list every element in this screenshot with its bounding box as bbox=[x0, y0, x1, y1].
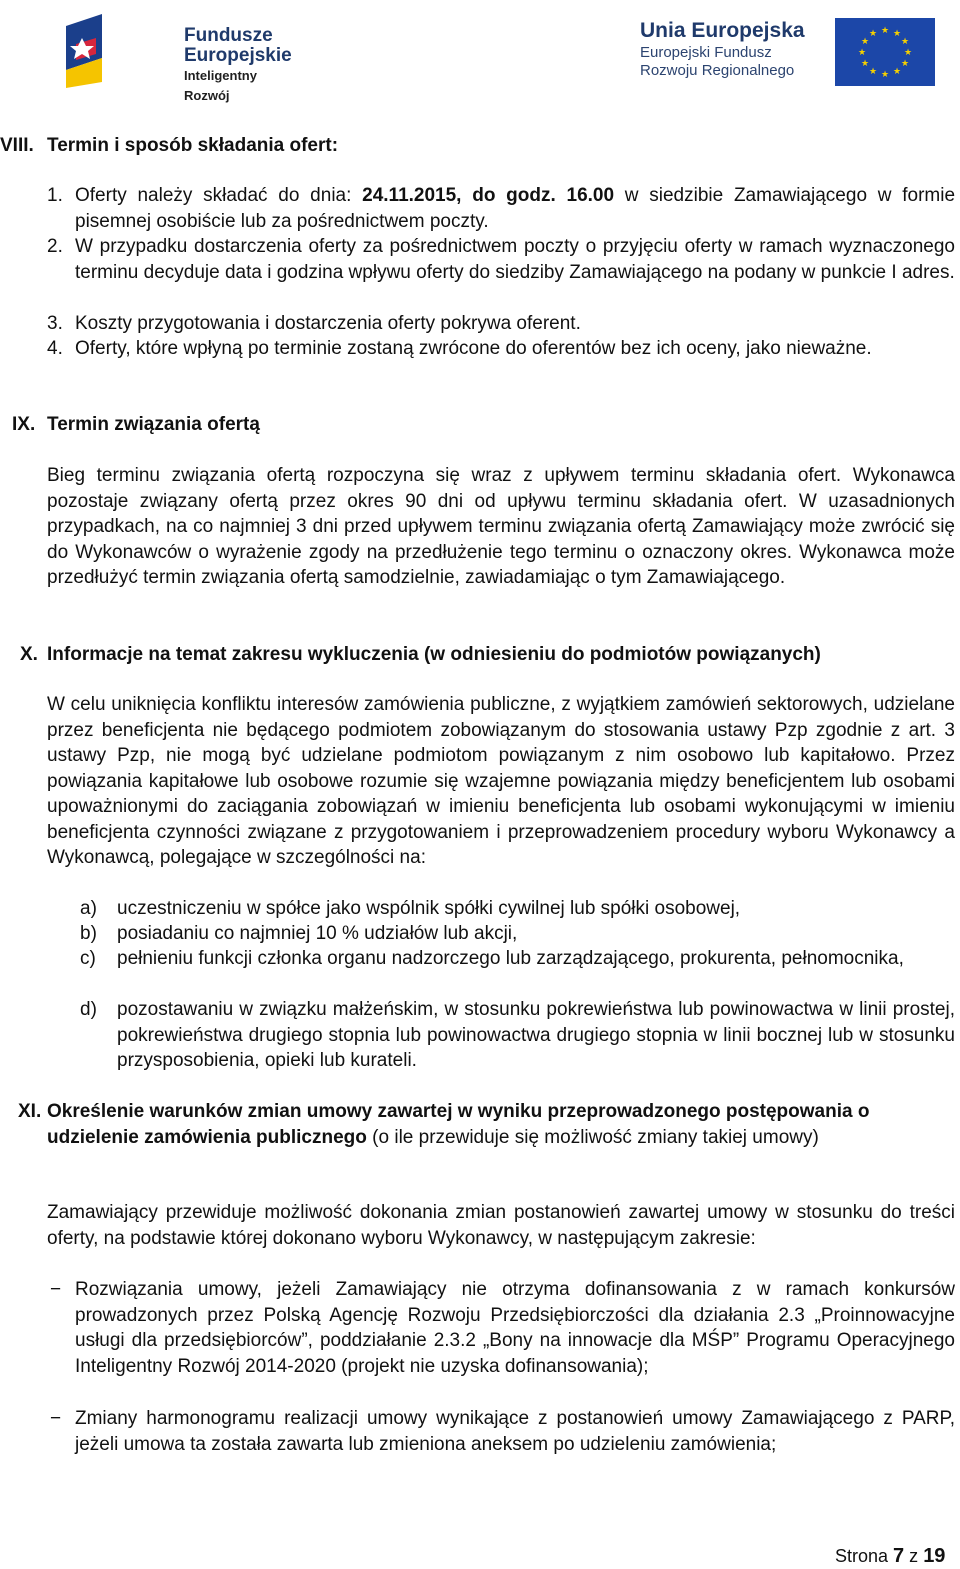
s11-item-1-dash: − bbox=[50, 1279, 62, 1300]
fundusze-europejskie-logo bbox=[62, 8, 292, 103]
section-11-title-bold: Określenie warunków zmian umowy zawartej w wyniku przeprowadzonego postępowania o udzielenie zamówienia publicznego bbox=[47, 1101, 870, 1148]
s10-item-b: posiadaniu co najmniej 10 % udziałów lub akcji, bbox=[117, 923, 518, 944]
s11-item-1: Rozwiązania umowy, jeżeli Zamawiający nie otrzyma dofinansowania z w ramach konkursów prowadzonych przez Polską Agencję Rozwoju Przedsiębiorczości dla działania 2.3 „Proinnowacyjne usługi dla przedsiębiorców”, poddziałanie 2.3.2 „Bony na innowacje dla MŚP” Programu Operacyjnego Inteligentny Rozwój 2014-2020 (projekt nie uzyska dofinansowania); bbox=[75, 1279, 955, 1377]
svg-text:★: ★ bbox=[860, 59, 870, 69]
s10-item-c-letter: c) bbox=[80, 948, 96, 969]
section-8-number: VIII. bbox=[0, 135, 34, 156]
section-9-number: IX. bbox=[12, 414, 36, 435]
svg-text:★: ★ bbox=[868, 29, 878, 39]
svg-text:★: ★ bbox=[868, 67, 878, 77]
svg-text:★: ★ bbox=[900, 59, 910, 69]
svg-text:★: ★ bbox=[860, 37, 870, 47]
page-header bbox=[0, 0, 960, 103]
section-8-title: Termin i sposób składania ofert: bbox=[47, 135, 339, 156]
s10-item-a: uczestniczeniu w spółce jako wspólnik spółki cywilnej lub spółki osobowej, bbox=[117, 898, 741, 919]
unia-europejska-logo bbox=[640, 18, 940, 88]
s8-item-4: Oferty, które wpłyną po terminie zostaną zwrócone do oferentów bez ich oceny, jako nieważne. bbox=[75, 338, 872, 359]
section-9-title: Termin związania ofertą bbox=[47, 414, 260, 435]
page-prefix: Strona bbox=[835, 1546, 894, 1566]
s8-item-3: Koszty przygotowania i dostarczenia oferty pokrywa oferent. bbox=[75, 313, 581, 334]
s11-item-2: Zmiany harmonogramu realizacji umowy wynikające z postanowień umowy Zamawiającego z PARP, jeżeli umowa ta została zawarta lub zmieniona aneksem po udzieleniu zamówienia; bbox=[75, 1408, 955, 1455]
ue-line3: Rozwoju Regionalnego bbox=[640, 62, 795, 79]
s8-item-1 bbox=[75, 183, 955, 234]
s10-item-b-letter: b) bbox=[80, 923, 97, 944]
s8-item-1-pre: Oferty należy składać do dnia: bbox=[75, 185, 363, 206]
svg-text:★: ★ bbox=[900, 37, 910, 47]
ue-line2: Europejski Fundusz bbox=[640, 44, 772, 61]
svg-text:★: ★ bbox=[903, 48, 913, 58]
page-number bbox=[835, 1545, 945, 1568]
s10-item-a-letter: a) bbox=[80, 898, 97, 919]
s8-item-4-number: 4. bbox=[47, 338, 63, 359]
fe-line3: Inteligentny Rozwój bbox=[184, 68, 257, 103]
s8-item-1-number: 1. bbox=[47, 185, 63, 206]
section-11-number: XI. bbox=[18, 1101, 42, 1122]
s8-item-2-number: 2. bbox=[47, 236, 63, 257]
current-page: 7 bbox=[893, 1545, 905, 1567]
section-10-body: W celu uniknięcia konfliktu interesów zamówienia publiczne, z wyjątkiem zamówień sektorowych, udzielane przez beneficjenta nie będącego podmiotem zobowiązanym do stosowania ustawy Pzp zgodnie z art. 3 ustawy Pzp, nie mogą być udzielane podmiotom powiązanym z nim osobowo lub kapitałowo. Przez powiązania kapitałowe lub osobowe rozumie się wzajemne powiązania między beneficjentem lub osobami upoważnionymi do zaciągania zobowiązań w imieniu beneficjenta lub osobami wykonującymi w imieniu beneficjenta czynności związane z przygotowaniem i przeprowadzeniem procedury wyboru Wykonawcy a Wykonawcą, polegające w szczególności na: bbox=[47, 694, 955, 868]
eu-flag-icon bbox=[835, 18, 935, 86]
s8-item-1-post: w siedzibie Zamawiającego w formie pisemnej osobiście lub za pośrednictwem poczty. bbox=[75, 185, 956, 232]
s10-item-d-letter: d) bbox=[80, 999, 97, 1020]
fe-line1: Fundusze bbox=[184, 25, 273, 46]
section-11-title bbox=[47, 1099, 907, 1150]
section-9-body: Bieg terminu związania ofertą rozpoczyna się wraz z upływem terminu składania ofert. Wykonawca pozostaje związany ofertą przez okres 90 dni od upływu terminu składania ofert. W uzasadnionych przypadkach, na co najmniej 3 dni przed upływem terminu związania ofertą Zamawiający może zwrócić się do Wykonawców o wyrażenie zgody na przedłużenie tego terminu o oznaczony okres. Wykonawca może przedłużyć termin związania ofertą samodzielnie, zawiadamiając o tym Zamawiającego. bbox=[47, 465, 955, 588]
fe-star-icon bbox=[62, 8, 122, 88]
s10-item-d: pozostawaniu w związku małżeńskim, w stosunku pokrewieństwa lub powinowactwa w linii prostej, pokrewieństwa drugiego stopnia lub powinowactwa drugiego stopnia w linii bocznej lub w stosunku przysposobienia, opieki lub kurateli. bbox=[117, 999, 955, 1071]
s10-item-c: pełnieniu funkcji członka organu nadzorczego lub zarządzającego, prokurenta, pełnomocnika, bbox=[117, 948, 904, 969]
s8-item-3-number: 3. bbox=[47, 313, 63, 334]
total-pages: 19 bbox=[923, 1545, 946, 1567]
section-11-body: Zamawiający przewiduje możliwość dokonania zmian postanowień zawartej umowy w stosunku do treści oferty, na podstawie której dokonano wyboru Wykonawcy, w następującym zakresie: bbox=[47, 1202, 955, 1249]
svg-text:★: ★ bbox=[880, 26, 890, 36]
svg-text:★: ★ bbox=[857, 48, 867, 58]
ue-line1: Unia Europejska bbox=[640, 19, 805, 42]
svg-text:★: ★ bbox=[880, 70, 890, 80]
svg-text:★: ★ bbox=[892, 67, 902, 77]
page-sep: z bbox=[904, 1546, 924, 1566]
fe-line2: Europejskie bbox=[184, 45, 292, 66]
s8-item-1-deadline: 24.11.2015, do godz. 16.00 bbox=[362, 185, 615, 206]
s11-item-2-dash: − bbox=[50, 1408, 62, 1429]
section-10-title: Informacje na temat zakresu wykluczenia (w odniesieniu do podmiotów powiązanych) bbox=[47, 644, 821, 665]
section-10-number: X. bbox=[20, 644, 38, 665]
section-11-title-rest: (o ile przewiduje się możliwość zmiany takiej umowy) bbox=[366, 1126, 819, 1148]
s8-item-2: W przypadku dostarczenia oferty za pośrednictwem poczty o przyjęciu oferty w ramach wyznaczonego terminu decyduje data i godzina wpływu oferty do siedziby Zamawiającego na podany w punkcie I adres. bbox=[75, 236, 955, 283]
svg-text:★: ★ bbox=[892, 29, 902, 39]
